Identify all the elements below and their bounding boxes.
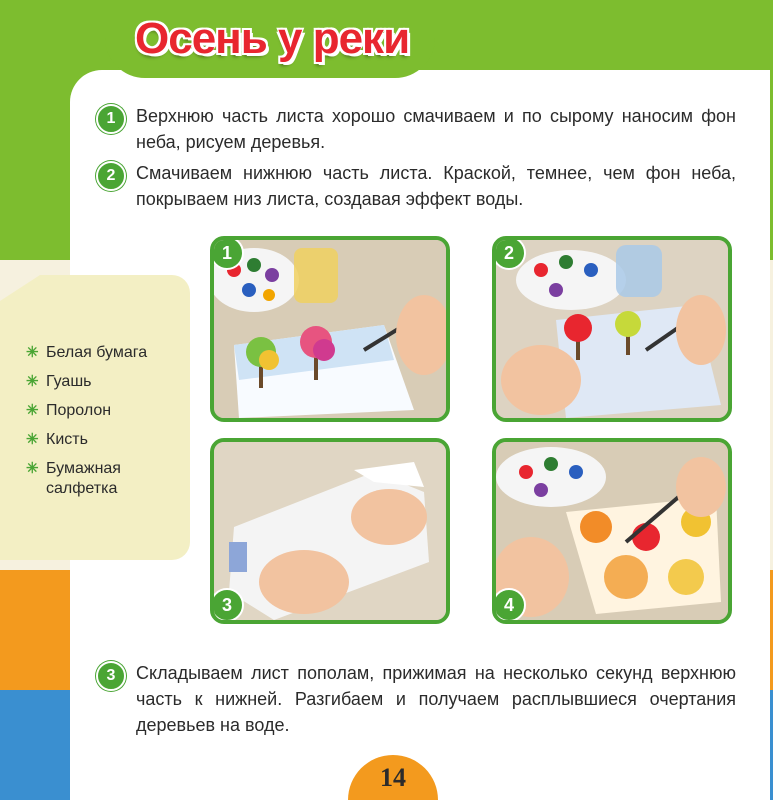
list-item: ✳ Бумажная салфетка: [26, 460, 121, 497]
step-number-badge: 3: [96, 661, 126, 691]
photo-number-badge: 1: [210, 236, 244, 270]
step-text: Смачиваем нижнюю часть листа. Краской, темнее, чем фон неба, покрываем низ листа, создавая эффект воды.: [136, 163, 736, 209]
painting-photo-illustration: [214, 240, 446, 418]
materials-list: [26, 343, 156, 508]
step-text: Складываем лист пополам, прижимая на несколько секунд верхнюю часть к нижней. Разгибаем и получаем расплывшиеся очертания деревьев на воде.: [136, 663, 736, 735]
star-bullet-icon: ✳: [26, 344, 39, 361]
step-3: [96, 660, 736, 738]
list-item: ✳ Белая бумага: [26, 344, 148, 361]
step-photo-2: [492, 236, 732, 422]
panel-notch: [0, 275, 40, 301]
star-bullet-icon: ✳: [26, 460, 39, 477]
step-photo-4: [492, 438, 732, 624]
star-bullet-icon: ✳: [26, 402, 39, 419]
photo-number-badge: 3: [210, 588, 244, 622]
photo-number-badge: 4: [492, 588, 526, 622]
step-2: [96, 160, 736, 212]
painting-photo-illustration: [496, 240, 728, 418]
list-item: ✳ Гуашь: [26, 373, 92, 390]
step-number-badge: 2: [96, 161, 126, 191]
list-item: ✳ Поролон: [26, 402, 112, 419]
page-number: 14: [348, 755, 438, 800]
photo-number-badge: 2: [492, 236, 526, 270]
star-bullet-icon: ✳: [26, 431, 39, 448]
step-1: [96, 103, 736, 155]
step-number-badge: 1: [96, 104, 126, 134]
step-text: Верхнюю часть листа хорошо смачиваем и по сырому наносим фон неба, рисуем деревья.: [136, 106, 736, 152]
folding-photo-illustration: [214, 442, 446, 620]
painting-photo-illustration: [496, 442, 728, 620]
materials-list-panel: [0, 275, 190, 560]
step-photo-3: [210, 438, 450, 624]
star-bullet-icon: ✳: [26, 373, 39, 390]
page-title: Осень у реки: [135, 14, 410, 63]
step-photo-1: [210, 236, 450, 422]
list-item: ✳ Кисть: [26, 431, 88, 448]
